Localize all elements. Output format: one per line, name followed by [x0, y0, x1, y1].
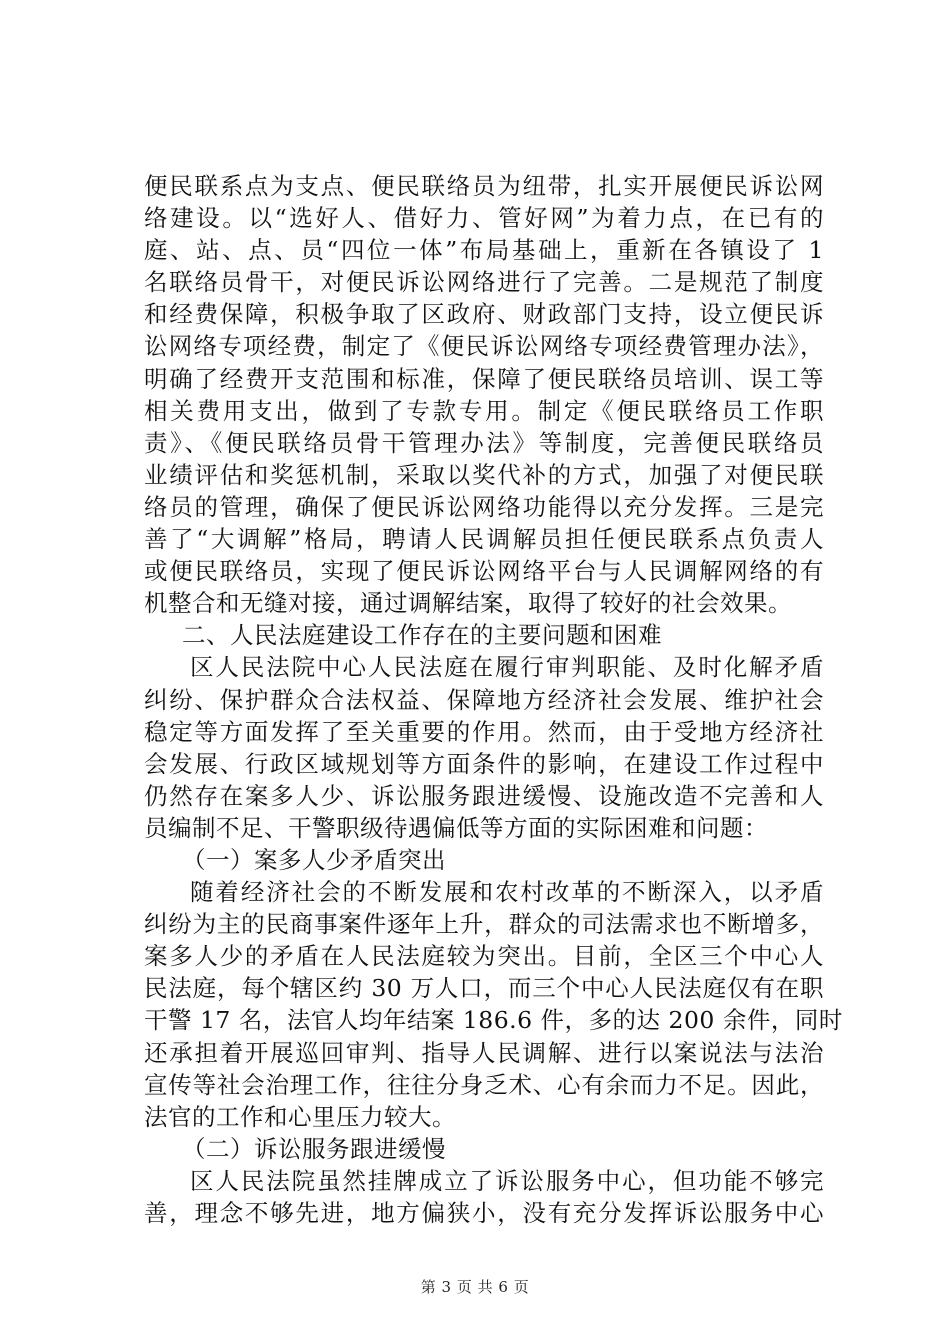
text-line: 还承担着开展巡回审判、指导人民调解、进行以案说法与法治 [144, 1038, 824, 1067]
text-line: 便民联系点为支点、便民联络员为纽带，扎实开展便民诉讼网 [144, 172, 824, 200]
text-line: 案多人少的矛盾在人民法庭较为突出。目前，全区三个中心人 [144, 942, 824, 971]
text-line: 责》、《便民联络员骨干管理办法》等制度，完善便民联络员 [144, 428, 824, 457]
text-line: 员编制不足、干警职级待遇偏低等方面的实际困难和问题： [144, 813, 768, 842]
text-line: 讼网络专项经费，制定了《便民诉讼网络专项经费管理办法》， [144, 332, 824, 361]
text-line: 会发展、行政区域规划等方面条件的影响，在建设工作过程中 [144, 749, 824, 778]
text-line: 宣传等社会治理工作，往往分身乏术、心有余而力不足。因此， [144, 1070, 824, 1099]
text-line: 区人民法院中心人民法庭在履行审判职能、及时化解矛盾 [190, 653, 824, 682]
text-line: 随着经济社会的不断发展和农村改革的不断深入，以矛盾 [190, 878, 824, 907]
text-line: 善了“大调解”格局，聘请人民调解员担任便民联系点负责人 [144, 525, 824, 554]
text-line: 纠纷、保护群众合法权益、保障地方经济社会发展、维护社会 [144, 685, 824, 714]
text-line: 或便民联络员，实现了便民诉讼网络平台与人民调解网络的有 [144, 557, 824, 586]
section-heading: 二、人民法庭建设工作存在的主要问题和困难 [182, 621, 662, 650]
text-line: 善，理念不够先进，地方偏狭小，没有充分发挥诉讼服务中心 [144, 1199, 824, 1227]
document-body [144, 170, 843, 1229]
text-line: 区人民法院虽然挂牌成立了诉讼服务中心，但功能不够完 [190, 1166, 824, 1195]
text-line: 络建设。以“选好人、借好力、管好网”为着力点，在已有的 [144, 204, 824, 233]
text-line: 纠纷为主的民商事案件逐年上升，群众的司法需求也不断增多， [144, 910, 824, 939]
text-line: 名联络员骨干，对便民诉讼网络进行了完善。二是规范了制度 [144, 268, 824, 297]
text-line: 法官的工作和心里压力较大。 [144, 1102, 456, 1131]
text-line: 相关费用支出，做到了专款专用。制定《便民联络员工作职 [144, 396, 824, 425]
text-line: 明确了经费开支范围和标准，保障了便民联络员培训、误工等 [144, 364, 824, 393]
text-line: 仍然存在案多人少、诉讼服务跟进缓慢、设施改造不完善和人 [144, 781, 824, 810]
text-line: 络员的管理，确保了便民诉讼网络功能得以充分发挥。三是完 [144, 492, 824, 521]
text-line: 稳定等方面发挥了至关重要的作用。然而，由于受地方经济社 [144, 717, 824, 746]
text-line: 业绩评估和奖惩机制，采取以奖代补的方式，加强了对便民联 [144, 460, 824, 489]
text-line: 机整合和无缝对接，通过调解结案，取得了较好的社会效果。 [144, 589, 792, 618]
section-heading: （二）诉讼服务跟进缓慢 [182, 1134, 446, 1163]
text-line: 民法庭，每个辖区约 30 万人口，而三个中心人民法庭仅有在职 [144, 974, 824, 1003]
text-line: 庭、站、点、员“四位一体”布局基础上，重新在各镇设了 1 [144, 236, 824, 265]
section-heading: （一）案多人少矛盾突出 [182, 845, 446, 874]
page-footer: 第 3 页 共 6 页 [420, 1278, 530, 1296]
text-line: 和经费保障，积极争取了区政府、财政部门支持，设立便民诉 [144, 300, 824, 329]
text-line: 干警 17 名，法官人均年结案 186.6 件，多的达 200 余件，同时 [144, 1006, 843, 1035]
